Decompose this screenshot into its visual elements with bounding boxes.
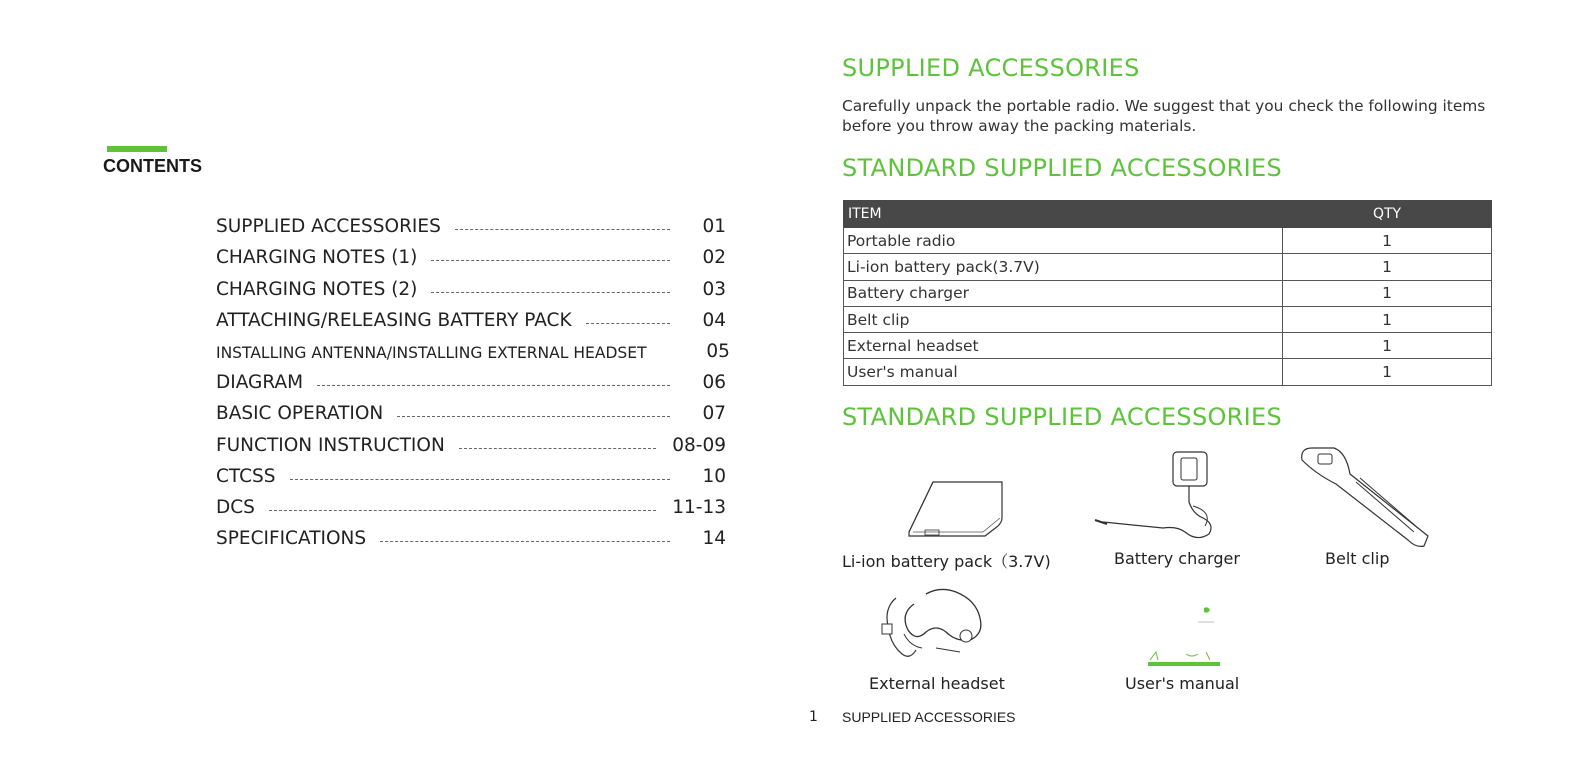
toc-entry-label: INSTALLING ANTENNA/INSTALLING EXTERNAL HEADSET bbox=[216, 342, 647, 362]
toc-entry-page: 11-13 bbox=[672, 496, 726, 518]
toc-entry-page: 14 bbox=[702, 528, 726, 550]
toc-entry[interactable] bbox=[216, 268, 726, 299]
toc-leader bbox=[431, 292, 670, 293]
toc-entry-page: 07 bbox=[702, 403, 726, 425]
toc-entry[interactable] bbox=[216, 424, 726, 455]
toc-leader bbox=[317, 385, 670, 386]
qty-cell: 1 bbox=[1283, 254, 1492, 280]
toc-leader bbox=[269, 510, 656, 511]
table-header-row bbox=[844, 201, 1492, 228]
toc-entry-label: ATTACHING/RELEASING BATTERY PACK bbox=[216, 309, 572, 331]
section-heading: SUPPLIED ACCESSORIES bbox=[842, 54, 1140, 82]
belt-clip-icon bbox=[1296, 444, 1434, 550]
toc-leader bbox=[431, 260, 670, 261]
battery-charger-caption: Battery charger bbox=[1114, 549, 1240, 568]
toc-entry-label: DCS bbox=[216, 496, 255, 518]
headset-icon bbox=[876, 584, 988, 664]
item-cell: Battery charger bbox=[844, 280, 1283, 306]
accessories-table bbox=[843, 200, 1492, 386]
table-heading: STANDARD SUPPLIED ACCESSORIES bbox=[842, 154, 1283, 182]
external-headset-image bbox=[876, 584, 988, 664]
users-manual-image bbox=[1146, 602, 1222, 670]
table-row bbox=[844, 280, 1492, 306]
toc-entry-page: 02 bbox=[702, 247, 726, 269]
toc-entry-label: BASIC OPERATION bbox=[216, 403, 384, 425]
toc-leader bbox=[397, 416, 670, 417]
battery-charger-image bbox=[1093, 446, 1223, 542]
external-headset-caption: External headset bbox=[869, 674, 1005, 693]
toc-entry[interactable] bbox=[216, 206, 726, 237]
item-cell: Belt clip bbox=[844, 306, 1283, 332]
contents-title: CONTENTS bbox=[103, 156, 202, 176]
charger-icon bbox=[1093, 446, 1223, 542]
column-header-item: ITEM bbox=[844, 201, 1283, 228]
toc-entry[interactable] bbox=[216, 487, 726, 518]
toc-entry[interactable] bbox=[216, 331, 730, 362]
images-heading: STANDARD SUPPLIED ACCESSORIES bbox=[842, 403, 1283, 431]
table-row bbox=[844, 359, 1492, 385]
toc-leader bbox=[459, 448, 656, 449]
toc-entry-page: 08-09 bbox=[672, 434, 726, 456]
users-manual-caption: User's manual bbox=[1125, 674, 1240, 693]
table-row bbox=[844, 228, 1492, 254]
toc-entry[interactable] bbox=[216, 237, 726, 268]
qty-cell: 1 bbox=[1283, 359, 1492, 385]
toc-entry-page: 03 bbox=[702, 278, 726, 300]
manual-icon bbox=[1146, 602, 1222, 670]
table-row bbox=[844, 306, 1492, 332]
qty-cell: 1 bbox=[1283, 280, 1492, 306]
table-row bbox=[844, 333, 1492, 359]
toc-entry-page: 06 bbox=[702, 372, 726, 394]
toc-leader bbox=[586, 323, 670, 324]
toc-entry[interactable] bbox=[216, 300, 726, 331]
toc-entry-label: CHARGING NOTES (1) bbox=[216, 247, 418, 269]
column-header-qty: QTY bbox=[1283, 201, 1492, 228]
qty-cell: 1 bbox=[1283, 228, 1492, 254]
toc-entry-label: CHARGING NOTES (2) bbox=[216, 278, 418, 300]
toc-entry[interactable] bbox=[216, 456, 726, 487]
footer-section-title: SUPPLIED ACCESSORIES bbox=[842, 709, 1016, 725]
toc-entry-page: 05 bbox=[706, 340, 730, 362]
qty-cell: 1 bbox=[1283, 333, 1492, 359]
toc-leader bbox=[290, 479, 670, 480]
item-cell: Portable radio bbox=[844, 228, 1283, 254]
toc-leader bbox=[380, 541, 670, 542]
toc-entry-label: CTCSS bbox=[216, 465, 276, 487]
item-cell: Li-ion battery pack(3.7V) bbox=[844, 254, 1283, 280]
battery-pack-image bbox=[905, 478, 1005, 540]
item-cell: User's manual bbox=[844, 359, 1283, 385]
toc-leader bbox=[455, 229, 670, 230]
toc-entry-label: FUNCTION INSTRUCTION bbox=[216, 434, 445, 456]
table-of-contents bbox=[216, 206, 730, 550]
toc-entry[interactable] bbox=[216, 518, 726, 549]
page-number: 1 bbox=[809, 709, 818, 725]
toc-entry-page: 04 bbox=[702, 309, 726, 331]
belt-clip-caption: Belt clip bbox=[1325, 549, 1390, 568]
toc-entry[interactable] bbox=[216, 362, 726, 393]
table-row bbox=[844, 254, 1492, 280]
toc-entry-label: SUPPLIED ACCESSORIES bbox=[216, 216, 441, 238]
battery-pack-caption: Li-ion battery pack（3.7V) bbox=[842, 552, 1051, 571]
toc-entry-page: 01 bbox=[702, 216, 726, 238]
toc-entry-page: 10 bbox=[702, 465, 726, 487]
item-cell: External headset bbox=[844, 333, 1283, 359]
contents-accent-bar bbox=[107, 146, 167, 152]
toc-entry-label: DIAGRAM bbox=[216, 372, 304, 394]
toc-entry[interactable] bbox=[216, 393, 726, 424]
toc-entry-label: SPECIFICATIONS bbox=[216, 528, 367, 550]
intro-paragraph: Carefully unpack the portable radio. We suggest that you check the following items before you throw away the packing materials. bbox=[842, 97, 1486, 135]
belt-clip-image bbox=[1296, 444, 1434, 550]
qty-cell: 1 bbox=[1283, 306, 1492, 332]
battery-pack-icon bbox=[905, 478, 1005, 540]
